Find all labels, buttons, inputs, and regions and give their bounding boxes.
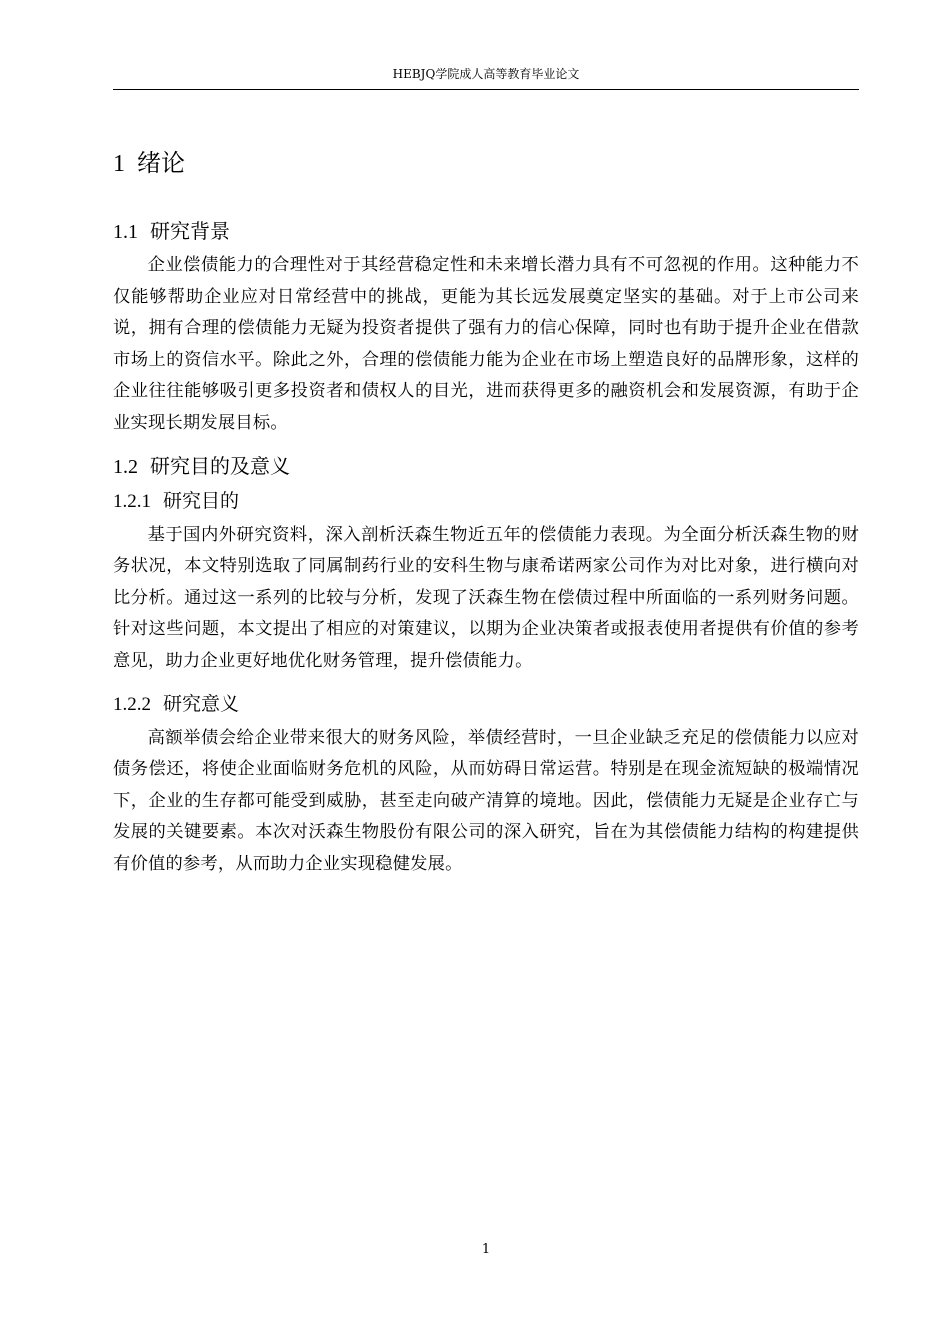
paragraph-research-background: 企业偿债能力的合理性对于其经营稳定性和未来增长潜力具有不可忽视的作用。这种能力不仅能够帮助企业应对日常经营中的挑战，更能为其长远发展奠定坚实的基础。对于上市公司来说，拥有合理的偿债能力无疑为投资者提供了强有力的信心保障，同时也有助于提升企业在借款市场上的资信水平。除此之外，合理的偿债能力能为企业在市场上塑造良好的品牌形象，这样的企业往往能够吸引更多投资者和债权人的目光，进而获得更多的融资机会和发展资源，有助于企业实现长期发展目标。: [113, 255, 859, 433]
header-rule: [113, 89, 859, 90]
chapter-heading: [113, 146, 859, 181]
subsection-number: 1.2.1: [113, 490, 151, 512]
section-heading-1-2: [113, 450, 859, 483]
section-heading-1-1: [113, 215, 859, 248]
paragraph-research-purpose: 基于国内外研究资料，深入剖析沃森生物近五年的偿债能力表现。为全面分析沃森生物的财务状况，本文特别选取了同属制药行业的安科生物与康希诺两家公司作为对比对象，进行横向对比分析。通过这一系列的比较与分析，发现了沃森生物在偿债过程中所面临的一系列财务问题。针对这些问题，本文提出了相应的对策建议，以期为企业决策者或报表使用者提供有价值的参考意见，助力企业更好地优化财务管理，提升偿债能力。: [113, 524, 859, 671]
running-header: HEBJQ学院成人高等教育毕业论文: [392, 67, 580, 81]
section-title: 研究背景: [150, 219, 230, 243]
page-number: 1: [481, 1242, 491, 1257]
subsection-heading-1-2-1: [113, 485, 859, 518]
subsection-title: 研究意义: [163, 692, 240, 715]
chapter-number: 1: [113, 151, 125, 177]
chapter-title: 绪论: [137, 149, 185, 177]
subsection-heading-1-2-2: [113, 688, 859, 721]
page-content: [113, 140, 859, 891]
subsection-title: 研究目的: [163, 489, 240, 512]
paragraph-research-significance: 高额举债会给企业带来很大的财务风险，举债经营时，一旦企业缺乏充足的偿债能力以应对债务偿还，将使企业面临财务危机的风险，从而妨碍日常运营。特别是在现金流短缺的极端情况下，企业的生存都可能受到威胁，甚至走向破产清算的境地。因此，偿债能力无疑是企业存亡与发展的关键要素。本次对沃森生物股份有限公司的深入研究，旨在为其偿债能力结构的构建提供有价值的参考，从而助力企业实现稳健发展。: [113, 727, 859, 874]
section-number: 1.2: [113, 455, 138, 478]
section-number: 1.1: [113, 221, 138, 243]
subsection-number: 1.2.2: [113, 693, 151, 715]
section-title: 研究目的及意义: [150, 453, 290, 478]
